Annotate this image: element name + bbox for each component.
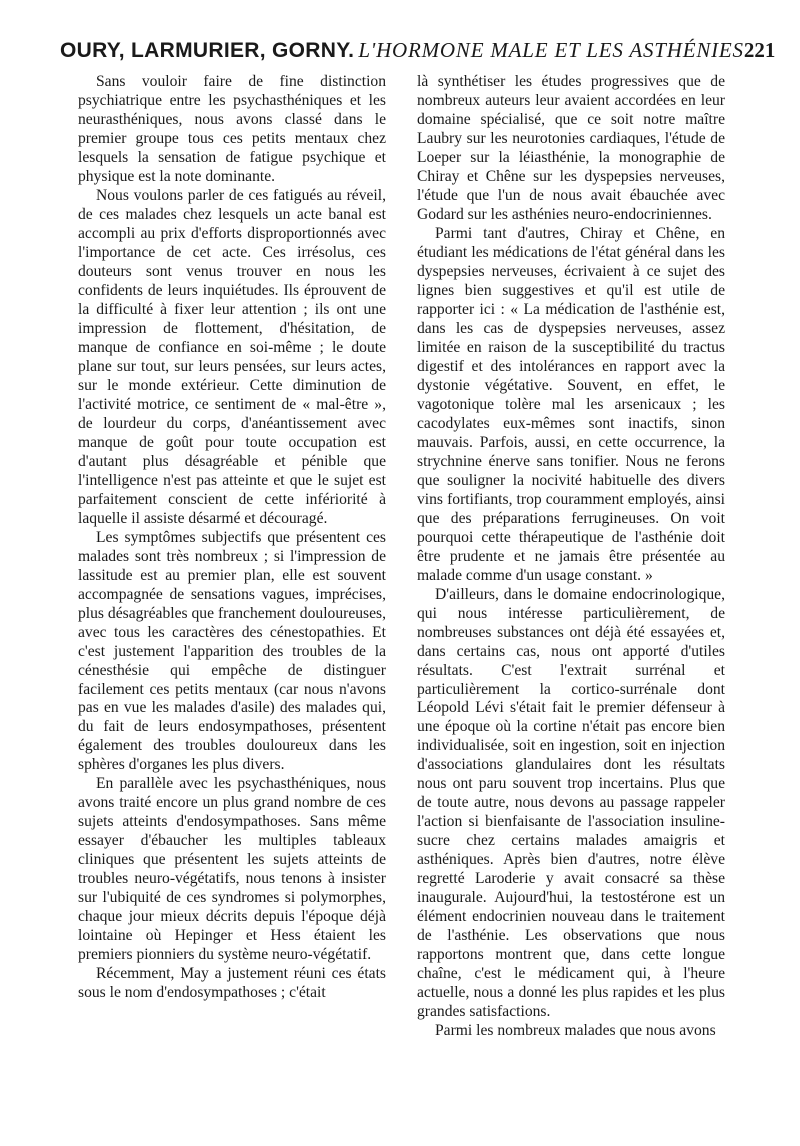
paragraph: Parmi tant d'autres, Chiray et Chêne, en étudiant les médications de l'état général dans les dyspepsies nerveuses, écrivaient à ce sujet des lignes bien suggestives et qu'il est utile de rapporter ici : « La médication de l'asthénie est, dans les cas de dyspepsies nerveuses, assez limitée en raison de la susceptibilité du tractus digestif et des intolérances en rapport avec la dystonie végétative. Souvent, en effet, le vagotonique tolère mal les arsenicaux ; les cacodylates eux-mêmes sont inactifs, sinon mauvais. Parfois, aussi, en cette occurrence, la strychnine énerve sans tonifier. Nous ne ferons que souligner la nocivité habituelle des divers vins fortifiants, trop couramment employés, ainsi que des préparations ferrugineuses. On voit pourquoi cette thérapeutique de l'asthénie doit être prudente et ne jamais être présentée au malade comme d'un usage constant. » [417, 224, 725, 584]
paragraph: Parmi les nombreux malades que nous avons [435, 1022, 716, 1040]
left-column [78, 73, 386, 1003]
header-title: L'HORMONE MALE ET LES ASTHÉNIES [358, 38, 744, 62]
paragraph: Nous voulons parler de ces fatigués au réveil, de ces malades chez lesquels un acte banal est accompli au prix d'efforts disproportionnés avec l'importance de cet acte. Ces irrésolus, ces douteurs sont venus trouver en nous les confidents de leurs inquiétudes. Ils éprouvent de la difficulté à fixer leur attention ; ils ont une impression de flottement, d'hésitation, de manque de confiance en soi-même ; le doute plane sur tout, sur leurs pensées, sur leurs actes, sur le monde extérieur. Cette diminution de l'activité motrice, ce sentiment de « mal-être », de lourdeur du corps, d'anéantissement avec manque de goût pour toute occupation est d'autant plus désagréable et pénible que l'intelligence n'est pas atteinte et que le sujet est parfaitement conscient de cette infériorité à laquelle il assiste désarmé et découragé. [78, 186, 386, 527]
header-authors: OURY, LARMURIER, GORNY. [60, 39, 355, 62]
page-number: 221 [743, 38, 776, 62]
running-header [60, 38, 776, 68]
paragraph: Sans vouloir faire de fine distinction psychiatrique entre les psychasthéniques et les neurasthéniques, nous avons classé dans le premier groupe tous ces petits mentaux chez lesquels la sensation de fatigue psychique et physique est la note dominante. [78, 73, 386, 185]
paragraph: Récemment, May a justement réuni ces états sous le nom d'endosympathoses ; c'était [78, 965, 386, 1002]
paragraph: En parallèle avec les psychasthéniques, nous avons traité encore un plus grand nombre de ces sujets atteints d'endosympathoses. Sans même essayer d'ébaucher les multiples tableaux cliniques que présentent les sujets atteints de troubles neuro-végétatifs, nous tenons à insister sur l'ubiquité de ces syndromes si polymorphes, chaque jour mieux décrits depuis l'époque déjà lointaine où Hepinger et Hess étaient les premiers pionniers du système neuro-végétatif. [78, 775, 386, 964]
paragraph: D'ailleurs, dans le domaine endocrinologique, qui nous intéresse particulièrement, de nombreuses substances ont déjà été essayées et, dans certains cas, nous ont apporté d'utiles résultats. C'est l'extrait surrénal et particulièrement la cortico-surrénale dont Léopold Lévi s'était fait le premier défenseur à une époque où la cortine n'était pas encore bien individualisée, soit en ingestion, soit en injection d'associations glandulaires dont les résultats nous ont paru souvent trop incertains. Plus que de toute autre, nous devons au passage rappeler l'action si bienfaisante de l'association insuline-sucre chez certains malades amaigris et asthéniques. Après bien d'autres, notre élève regretté Laroderie y avait consacré sa thèse inaugurale. Aujourd'hui, la testostérone est un élément endocrinien nouveau dans le traitement de l'asthénie. Les observations que nous rapportons montrent que, dans cette longue chaîne, c'est le médicament qui, à l'heure actuelle, nous a donné les plus rapides et les plus grandes satisfactions. [417, 585, 725, 1021]
paragraph: là synthétiser les études progressives que de nombreux auteurs leur avaient accordées en leur domaine spécialisé, que ce soit notre maître Laubry sur les neurotonies cardiaques, l'étude de Loeper sur la léiasthénie, la monographie de Chiray et Chêne sur les dyspepsies nerveuses, l'étude que l'un de nous avait ébauchée avec Godard sur les asthénies neuro-endocriniennes. [417, 73, 725, 223]
right-column [417, 73, 725, 1041]
paragraph: Les symptômes subjectifs que présentent ces malades sont très nombreux ; si l'impression de lassitude est au premier plan, elle est souvent accompagnée de sensations vagues, imprécises, plus désagréables que franchement douloureuses, avec tous les caractères des cénestopathies. Et c'est justement l'apparition des troubles de la cénesthésie qui empêche de distinguer facilement ces petits mentaux (car nous n'avons pas en vue les malades d'asile) des malades qui, du fait de leurs endosympathoses, présentent également des troubles douloureux dans les sphères d'organes les plus divers. [78, 528, 386, 774]
